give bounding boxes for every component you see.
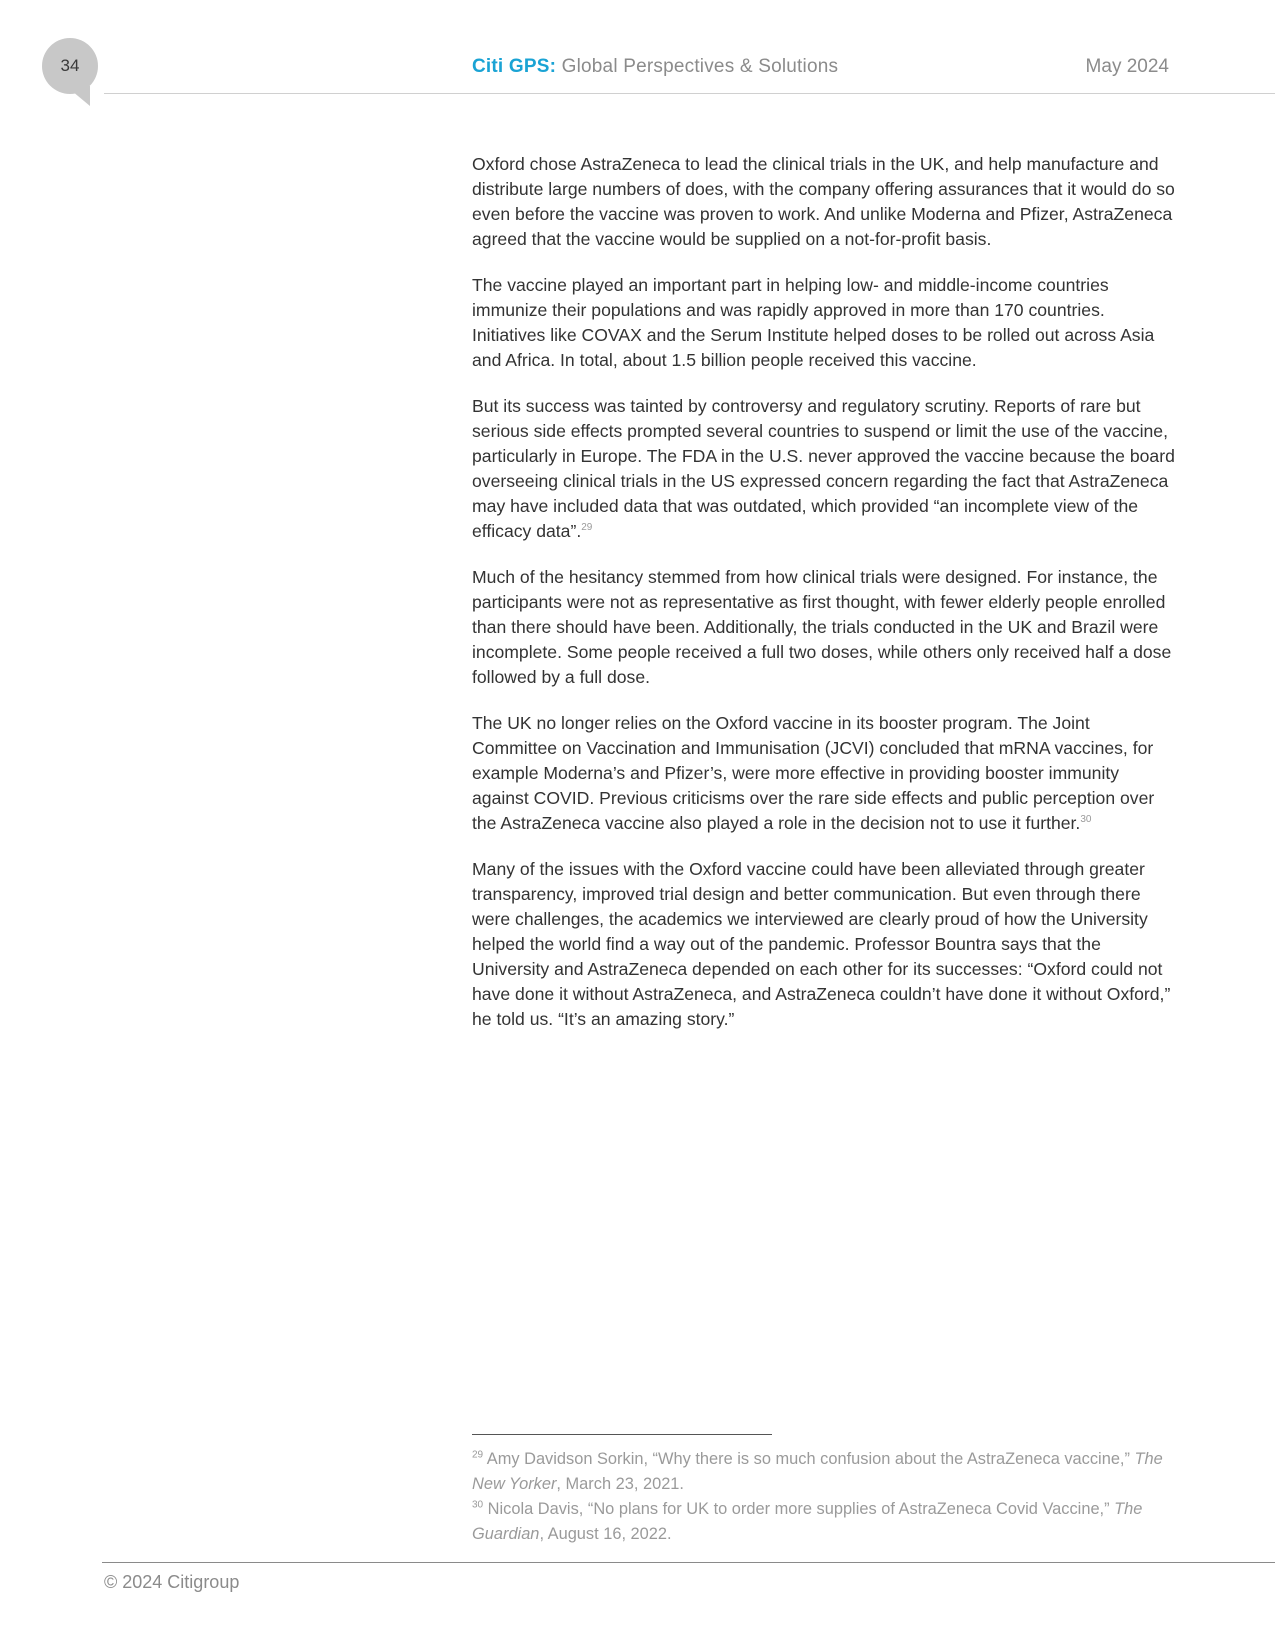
header-date: May 2024 xyxy=(1085,56,1169,77)
brand-subtitle: Global Perspectives & Solutions xyxy=(556,56,839,77)
header-divider xyxy=(104,93,1275,94)
paragraph-5: The UK no longer relies on the Oxford vaccine in its booster program. The Joint Committee on Vaccination and Immunisation (JCVI) concluded that mRNA vaccines, for example Moderna’s and Pfizer’s, were more effective in providing booster immunity against COVID. Previous criticisms over the rare side effects and public perception over the AstraZeneca vaccine also played a role in the decision not to use it further.$^{30}$ xyxy=(472,713,1155,833)
body-text xyxy=(472,152,1178,1053)
page-number: 34 xyxy=(60,56,80,75)
footnote-publication: The Guardian xyxy=(472,1500,1143,1543)
paragraph-4: Much of the hesitancy stemmed from how clinical trials were designed. For instance, the participants were not as representative as first thought, with fewer elderly people enrolled than there should have been. Additionally, the trials conducted in the UK and Brazil were incomplete. Some people received a full two doses, while others only received half a dose followed by a full dose. xyxy=(472,567,1172,687)
footnote-29: $^{29}$ Amy Davidson Sorkin, “Why there is so much confusion about the AstraZeneca vaccine,” The New Yorker, March 23, 2021. xyxy=(472,1449,1163,1493)
footnote-30: $^{30}$ Nicola Davis, “No plans for UK to order more supplies of AstraZeneca Covid Vaccine,” The Guardian, August 16, 2022. xyxy=(472,1499,1143,1543)
footnote-publication: The New Yorker xyxy=(472,1450,1163,1493)
footer-copyright: © 2024 Citigroup xyxy=(104,1572,240,1592)
paragraph-2: The vaccine played an important part in helping low- and middle-income countries immunize their populations and was rapidly approved in more than 170 countries. Initiatives like COVAX and the Serum Institute helped doses to be rolled out across Asia and Africa. In total, about 1.5 billion people received this vaccine. xyxy=(472,275,1155,370)
footnotes xyxy=(472,1447,1192,1547)
paragraph-3: But its success was tainted by controversy and regulatory scrutiny. Reports of rare but serious side effects prompted several countries to suspend or limit the use of the vaccine, particularly in Europe. The FDA in the U.S. never approved the vaccine because the board overseeing clinical trials in the US expressed concern regarding the fact that AstraZeneca may have included data that was outdated, which provided “an incomplete view of the efficacy data”.$^{29}$ xyxy=(472,396,1175,541)
footnote-ref-30: 30 xyxy=(1080,814,1092,826)
footnote-ref-29: 29 xyxy=(581,522,593,534)
footnote-divider xyxy=(472,1434,772,1435)
header-brand xyxy=(472,56,838,78)
paragraph-6: Many of the issues with the Oxford vaccine could have been alleviated through greater transparency, improved trial design and better communication. But even through there were challenges, the academics we interviewed are clearly proud of how the University helped the world find a way out of the pandemic. Professor Bountra says that the University and AstraZeneca depended on each other for its successes: “Oxford could not have done it without AstraZeneca, and AstraZeneca couldn’t have done it without Oxford,” he told us. “It’s an amazing story.” xyxy=(472,859,1171,1029)
brand-accent: Citi GPS: xyxy=(472,56,557,77)
footer-divider xyxy=(102,1562,1275,1563)
paragraph-1: Oxford chose AstraZeneca to lead the clinical trials in the UK, and help manufacture and distribute large numbers of does, with the company offering assurances that it would do so even before the vaccine was proven to work. And unlike Moderna and Pfizer, AstraZeneca agreed that the vaccine would be supplied on a not-for-profit basis. xyxy=(472,154,1175,249)
